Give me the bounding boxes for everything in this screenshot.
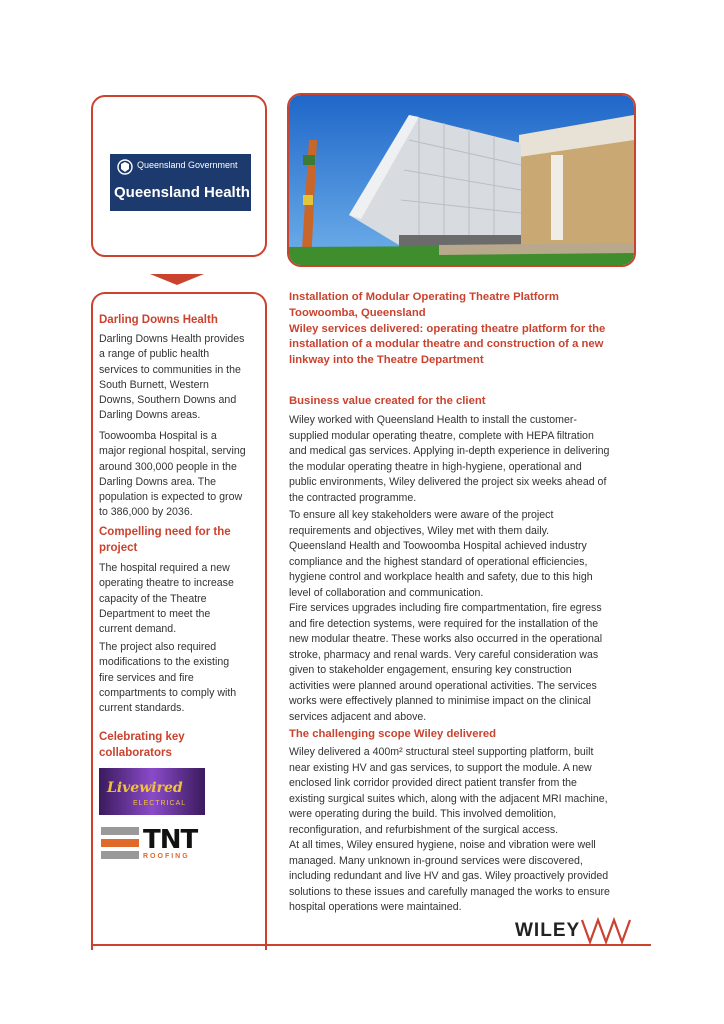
page-divider [91, 944, 651, 946]
text-line: Department to meet the [99, 607, 211, 620]
sidebar-heading-compelling-need [99, 524, 264, 556]
roof-icon [99, 823, 141, 865]
text-line: Fire services upgrades including fire compartmentation, fire egress [289, 602, 602, 614]
text-line: South Burnett, Western [99, 378, 209, 391]
sidebar-heading-collaborators [99, 729, 264, 761]
text-line: Darling Downs Health provides [99, 333, 245, 345]
text-line: existing surgical suites which, along with the adjacent MRI machine, [289, 792, 608, 805]
text-line: compartments to comply with [99, 686, 237, 699]
text-line: services adjacent and above. [289, 710, 427, 723]
text-line: reconfiguration, and refurbishment of the surgical access. [289, 823, 559, 836]
text-line: the modular operating theatre in high-hygiene, operational and [289, 460, 582, 473]
text-line: level of collaboration and communication. [289, 586, 484, 599]
sidebar-paragraph [99, 429, 264, 521]
text-line: services to communities in the [99, 363, 241, 376]
text-line: Wiley delivered a 400m² structural steel supporting platform, built [289, 746, 594, 758]
text-line: Darling Downs area. The [99, 475, 216, 488]
text-line: The hospital required a new [99, 562, 230, 574]
text-line: near existing HV and gas services, to support the module. A new [289, 761, 592, 774]
text-line: requirements and objectives, Wiley met with them daily. [289, 524, 550, 537]
text-line: At all times, Wiley ensured hygiene, noise and vibration were well [289, 839, 596, 851]
text-line: hospital operations were maintained. [289, 901, 462, 913]
org-name: Queensland Health [114, 184, 250, 201]
sidebar-heading-darling-downs: Darling Downs Health [99, 314, 218, 326]
livewired-name: Livewired [107, 780, 183, 796]
text-line: operating theatre to increase [99, 577, 234, 590]
text-line: Toowoomba Hospital is a [99, 430, 217, 442]
heading-business-value: Business value created for the client [289, 395, 486, 407]
queensland-health-logo [110, 154, 251, 211]
gov-label: Queensland Government [137, 160, 238, 170]
building-photo [287, 93, 636, 267]
body-paragraph [289, 508, 639, 601]
text-line: capacity of the Theatre [99, 592, 207, 605]
body-paragraph [289, 413, 639, 506]
text-line: Queensland Health and Toowoomba Hospital achieved industry [289, 540, 587, 552]
tnt-sub: ROOFING [143, 853, 190, 860]
livewired-logo [99, 768, 205, 815]
text-line: a range of public health [99, 348, 210, 361]
heading-challenging-scope: The challenging scope Wiley delivered [289, 728, 497, 740]
project-title [289, 290, 639, 369]
text-line: hygiene control and workplace health and safety, due to this high [289, 571, 593, 583]
text-line: current demand. [99, 623, 177, 636]
text-line: given to stakeholder engagement, ensuring key construction [289, 664, 572, 676]
text-line: works were effectively planned to minimise impact on the clinical [289, 695, 591, 707]
text-line: population is expected to grow [99, 491, 243, 504]
text-line: project [99, 542, 138, 554]
crest-icon [116, 158, 134, 176]
text-line: Compelling need for the [99, 526, 231, 538]
text-line: solutions to these issues and carefully managed the works to ensure [289, 885, 610, 898]
wiley-logo-icon [580, 917, 634, 945]
text-line: to 386,000 by 2036. [99, 506, 193, 519]
tnt-roofing-logo [99, 823, 205, 866]
body-paragraph [289, 601, 639, 725]
tnt-name: TNT [143, 825, 198, 855]
text-line: were operating during the build. This involved demolition, [289, 808, 557, 820]
text-line: new modular theatre. These works also occurred in the operational [289, 633, 603, 645]
livewired-sub: ELECTRICAL [133, 800, 187, 807]
text-line: stroke, pharmacy and renal wards. Very careful consideration was [289, 648, 599, 661]
text-line: and medical gas services. Applying in-depth experience in delivering [289, 445, 610, 457]
text-line: linkway into the Theatre Department [289, 354, 484, 367]
text-line: Darling Downs areas. [99, 409, 201, 422]
text-line: Installation of Modular Operating Theatre Platform [289, 291, 559, 303]
text-line: supplied modular operating theatre, complete with HEPA filtration [289, 429, 594, 442]
text-line: around 300,000 people in the [99, 460, 237, 473]
text-line: modifications to the existing [99, 656, 230, 669]
wiley-wordmark: WILEY [515, 920, 581, 941]
text-line: major regional hospital, serving [99, 445, 246, 458]
text-line: compliance and the highest standard of operational efficiencies, [289, 555, 588, 568]
text-line: activities were planned around operational activities. The services [289, 679, 597, 692]
text-line: public environments, Wiley delivered the project six weeks ahead of [289, 476, 607, 488]
text-line: fire services and fire [99, 671, 194, 684]
text-line: the contracted programme. [289, 491, 417, 504]
text-line: Wiley worked with Queensland Health to install the customer- [289, 414, 577, 426]
text-line: including redundant and live HV and gas. Wiley proactively provided [289, 870, 609, 882]
text-line: Toowoomba, Queensland [289, 306, 426, 319]
body-paragraph [289, 745, 639, 916]
text-line: Celebrating key [99, 731, 185, 743]
text-line: Wiley services delivered: operating theatre platform for the [289, 322, 606, 335]
text-line: To ensure all key stakeholders were aware of the project [289, 509, 554, 521]
text-line: current standards. [99, 702, 185, 715]
down-arrow-icon [150, 274, 204, 285]
text-line: collaborators [99, 747, 172, 759]
text-line: Downs, Southern Downs and [99, 394, 237, 407]
text-line: managed. Many unknown in-ground services were discovered, [289, 854, 583, 867]
sidebar-paragraph [99, 561, 264, 637]
text-line: installation of a modular theatre and construction of a new [289, 338, 604, 351]
sidebar-paragraph [99, 332, 264, 424]
text-line: and fire detection systems, were required for the installation of the [289, 617, 599, 630]
text-line: enclosed link corridor provided direct patient transfer from the [289, 777, 577, 789]
sidebar-paragraph [99, 640, 264, 716]
text-line: The project also required [99, 641, 217, 653]
